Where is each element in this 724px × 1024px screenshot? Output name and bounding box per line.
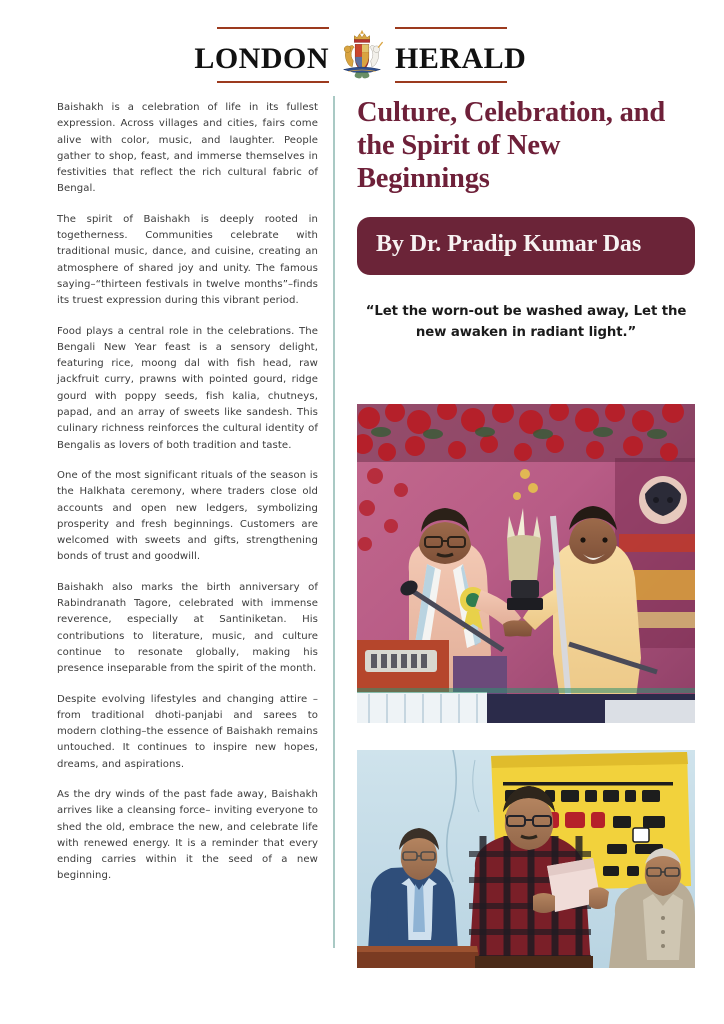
masthead-rule-bottom-left xyxy=(217,81,329,83)
masthead-right xyxy=(395,27,530,83)
masthead-rule-top-right xyxy=(395,27,507,29)
body-paragraph: One of the most significant rituals of the season is the Halkhata ceremony, where traders close old accounts and open new ledgers, symbolizing prosperity and fresh beginnings. Customers are welcomed with sweets and gifts, strengthening bonds of trust and goodwill. xyxy=(57,469,318,563)
speech-reading-photo xyxy=(357,750,695,968)
article-body-column xyxy=(57,100,318,885)
pull-quote: “Let the worn-out be washed away, Let the new awaken in radiant light.” xyxy=(365,304,687,340)
award-ceremony-photo xyxy=(357,404,695,723)
body-paragraph: The spirit of Baishakh is deeply rooted in togetherness. Communities celebrate with traditional music, dance, and cuisine, creating an atmosphere of shared joy and unity. The famous saying–“thirteen festivals in twelve months”–finds its truest expression during this vibrant period. xyxy=(57,213,318,307)
masthead-rule-bottom-right xyxy=(395,81,507,83)
body-paragraph: Despite evolving lifestyles and changing attire –from traditional dhoti-panjabi and sarees to modern clothing–the essence of Baishakh remains untouched. It continues to inspire new hopes, dreams, and aspirations. xyxy=(57,693,318,770)
masthead-word-london: LONDON xyxy=(194,42,329,75)
masthead xyxy=(0,26,724,84)
body-paragraph: As the dry winds of the past fade away, Baishakh arrives like a cleansing force– inviting everyone to shed the old, embrace the new, and celebrate life with renewed energy. It is a reminder that every ending carries within it the seed of a new beginning. xyxy=(57,788,318,882)
royal-coat-of-arms-icon xyxy=(333,26,391,84)
page-title: Culture, Celebration, and the Spirit of New Beginnings xyxy=(357,97,665,194)
column-divider xyxy=(333,96,335,948)
masthead-left xyxy=(194,27,329,83)
masthead-rule-top-left xyxy=(217,27,329,29)
byline-text: By Dr. Pradip Kumar Das xyxy=(376,231,642,257)
body-paragraph: Baishakh is a celebration of life in its fullest expression. Across villages and cities, fairs come alive with color, music, and laughter. People gather to shop, feast, and immerse themselves in festivities that reflect the rich cultural fabric of Bengal. xyxy=(57,102,318,195)
article-header-column xyxy=(357,96,695,343)
masthead-word-herald: HERALD xyxy=(395,42,527,75)
byline-banner xyxy=(357,217,695,275)
body-paragraph: Food plays a central role in the celebrations. The Bengali New Year feast is a sensory delight, featuring rice, moong dal with fish head, raw jackfruit curry, prawns with pointed gourd, ridge gourd with poppy seeds, fish kalia, chutneys, papad, and an array of sweets like sandesh. This culinary richness reinforces the cultural identity of Bengalis as lovers of both tradition and taste. xyxy=(57,325,318,451)
body-paragraph: Baishakh also marks the birth anniversary of Rabindranath Tagore, celebrated with immense reverence, especially at Santiniketan. His contributions to literature, music, and culture continue to resonate globally, making his presence inseparable from the spirit of the month. xyxy=(57,581,318,675)
